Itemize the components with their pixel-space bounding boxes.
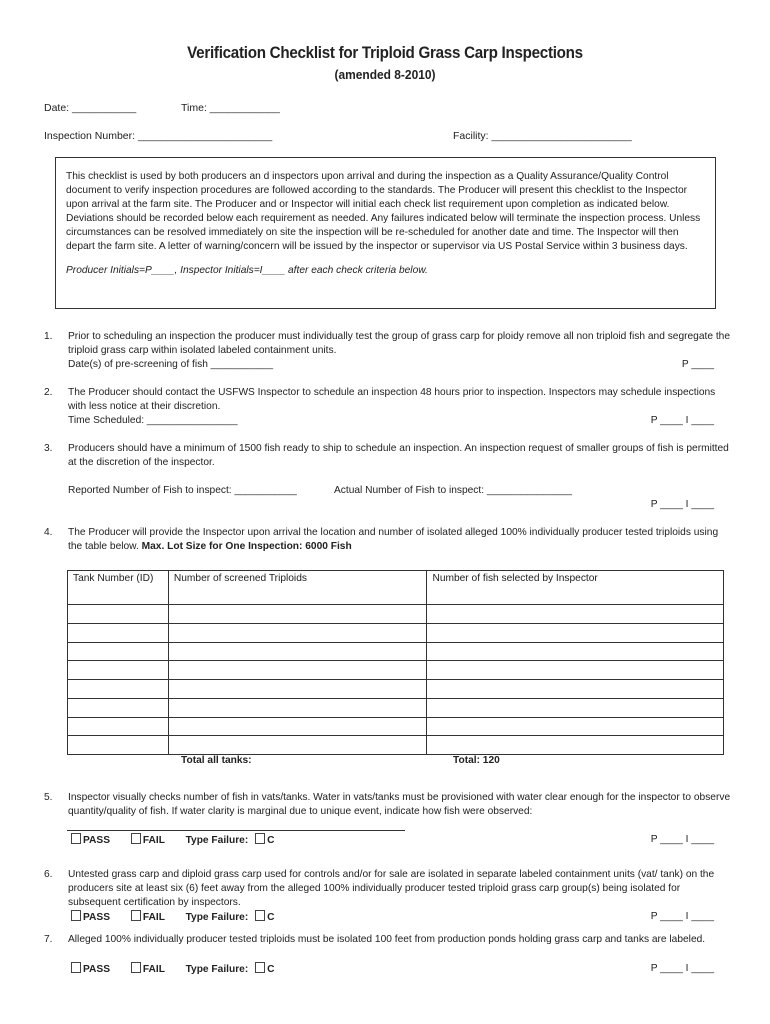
fail-checkbox[interactable]: FAIL [131,912,165,923]
total-all-tanks-label: Total all tanks: [181,755,252,766]
table-cell[interactable] [168,623,427,642]
item-number: 1. [44,331,53,342]
item-text: Untested grass carp and diploid grass carp used for controls and/or for sale are isolated in separate labeled containment units (vat/ tank) on the producers site at least six (6) feet away from the alleged 100% individually producer tested triploid grass carp group(s) being isolated for subsequent certification by inspectors. [68,869,715,908]
total-value: Total: 120 [453,755,500,766]
table-cell[interactable] [168,642,427,661]
table-cell[interactable] [168,605,427,624]
initials-field[interactable]: P ____ I ____ [650,911,714,922]
table-cell[interactable] [68,642,169,661]
table-row [68,661,724,680]
facility-field[interactable]: Facility: ________________________ [453,130,632,142]
initials-field[interactable]: P ____ [681,359,714,370]
table-cell[interactable] [68,661,169,680]
actual-fish-field[interactable]: Actual Number of Fish to inspect: _______________ [334,485,572,496]
fail-checkbox[interactable]: FAIL [131,835,165,846]
intro-box [55,157,716,309]
item-text: The Producer will provide the Inspector upon arrival the location and number of isolated alleged 100% individually producer tested triploids using the table below. [68,527,719,552]
item-number: 5. [44,792,53,803]
item-text: Alleged 100% individually producer tested triploids must be isolated 100 feet from production ponds holding grass carp and tanks are labeled. [68,934,706,945]
time-field[interactable]: Time: ____________ [181,102,280,114]
item-text: Prior to scheduling an inspection the producer must individually test the group of grass carp for ploidy remove all non triploid fish and segregate the triploid grass carp within isolated labeled containment units. [68,331,730,356]
pass-fail-row [71,910,274,923]
table-cell[interactable] [427,698,724,717]
table-cell[interactable] [427,661,724,680]
table-row [68,698,724,717]
item-text: Inspector visually checks number of fish in vats/tanks. Water in vats/tanks must be provisioned with water clear enough for the inspector to observe quantity/quality of fish. If water clarity is marginal due to unique event, indicate how fish were observed: [68,792,731,817]
intro-initials: Producer Initials=P____, Inspector Initials=I____ after each check criteria below. [66,265,428,276]
table-cell[interactable] [168,736,427,755]
table-cell[interactable] [427,736,724,755]
pass-checkbox[interactable]: PASS [71,835,110,846]
item-number: 6. [44,869,53,880]
initials-field[interactable]: P ____ I ____ [650,415,714,426]
item-number: 4. [44,527,53,538]
initials-field[interactable]: P ____ I ____ [650,499,714,510]
table-cell[interactable] [68,623,169,642]
table-cell[interactable] [427,605,724,624]
initials-field[interactable]: P ____ I ____ [650,834,714,845]
pass-fail-row [71,962,274,975]
checklist-item-1 [44,330,734,376]
item-text: Producers should have a minimum of 1500 fish ready to ship to schedule an inspection. An inspection request of smaller groups of fish is permitted at the discretion of the inspector. [68,443,729,468]
pass-checkbox[interactable]: PASS [71,912,110,923]
table-cell[interactable] [68,717,169,736]
item-number: 2. [44,387,53,398]
table-row [68,642,724,661]
table-row [68,680,724,699]
checklist-item-2 [44,386,734,432]
checklist-item-4 [44,526,734,558]
item-text: The Producer should contact the USFWS Inspector to schedule an inspection 48 hours prior to inspection. Inspectors may schedule inspections with less notice at their discretion. [68,387,716,412]
table-cell[interactable] [427,717,724,736]
inspection-number-field[interactable]: Inspection Number: _______________________ [44,130,273,142]
c-checkbox[interactable]: C [255,835,274,846]
table-cell[interactable] [168,680,427,699]
table-cell[interactable] [68,680,169,699]
table-cell[interactable] [168,717,427,736]
table-row [68,605,724,624]
table-cell[interactable] [68,736,169,755]
type-failure-label: Type Failure: [185,835,249,846]
tank-table [67,570,724,755]
column-header-fish-selected: Number of fish selected by Inspector [427,571,724,605]
fail-checkbox[interactable]: FAIL [131,964,165,975]
prescreen-date-field[interactable]: Date(s) of pre-screening of fish ___________ [68,358,274,370]
max-lot-size: Max. Lot Size for One Inspection: 6000 Fish [141,540,352,552]
table-row [68,717,724,736]
table-cell[interactable] [68,698,169,717]
item-number: 7. [44,934,53,945]
item-number: 3. [44,443,53,454]
table-row [68,623,724,642]
page-title: Verification Checklist for Triploid Grass Carp Inspections [187,44,583,62]
c-checkbox[interactable]: C [255,912,274,923]
table-cell[interactable] [168,698,427,717]
reported-fish-field[interactable]: Reported Number of Fish to inspect: ___________ [68,485,297,496]
column-header-screened-triploids: Number of screened Triploids [168,571,427,605]
table-cell[interactable] [427,642,724,661]
observation-line[interactable] [67,830,405,831]
table-cell[interactable] [427,623,724,642]
date-field[interactable]: Date: ___________ [44,102,137,114]
initials-field[interactable]: P ____ I ____ [650,963,714,974]
checklist-item-3 [44,442,734,514]
time-scheduled-field[interactable]: Time Scheduled: ________________ [68,414,238,426]
table-cell[interactable] [427,680,724,699]
page-subtitle: (amended 8-2010) [334,67,436,82]
table-cell[interactable] [68,605,169,624]
column-header-tank-number: Tank Number (ID) [68,571,169,605]
table-cell[interactable] [168,661,427,680]
type-failure-label: Type Failure: [185,912,249,923]
pass-fail-row [71,833,274,846]
intro-text: This checklist is used by both producers an d inspectors upon arrival and during the inspection as a Quality Assurance/Quality Control document to verify inspection procedures are followed according to the standards. The Producer will present this checklist to the Inspector upon arrival at the farm site. The Producer and or Inspector will initial each check list requirement upon completion as indicated below. Deviations should be recorded below each requirement as needed. Any failures indicated below will terminate the inspection process. Unless circumstances can be resolved immediately on site the inspection will be re-scheduled for another date and time. The Inspector will then depart the farm site. A letter of warning/concern will be issued by the inspector or supervisor via US Postal Service within 3 business days. [66,171,701,252]
table-row [68,736,724,755]
c-checkbox[interactable]: C [255,964,274,975]
type-failure-label: Type Failure: [185,964,249,975]
pass-checkbox[interactable]: PASS [71,964,110,975]
